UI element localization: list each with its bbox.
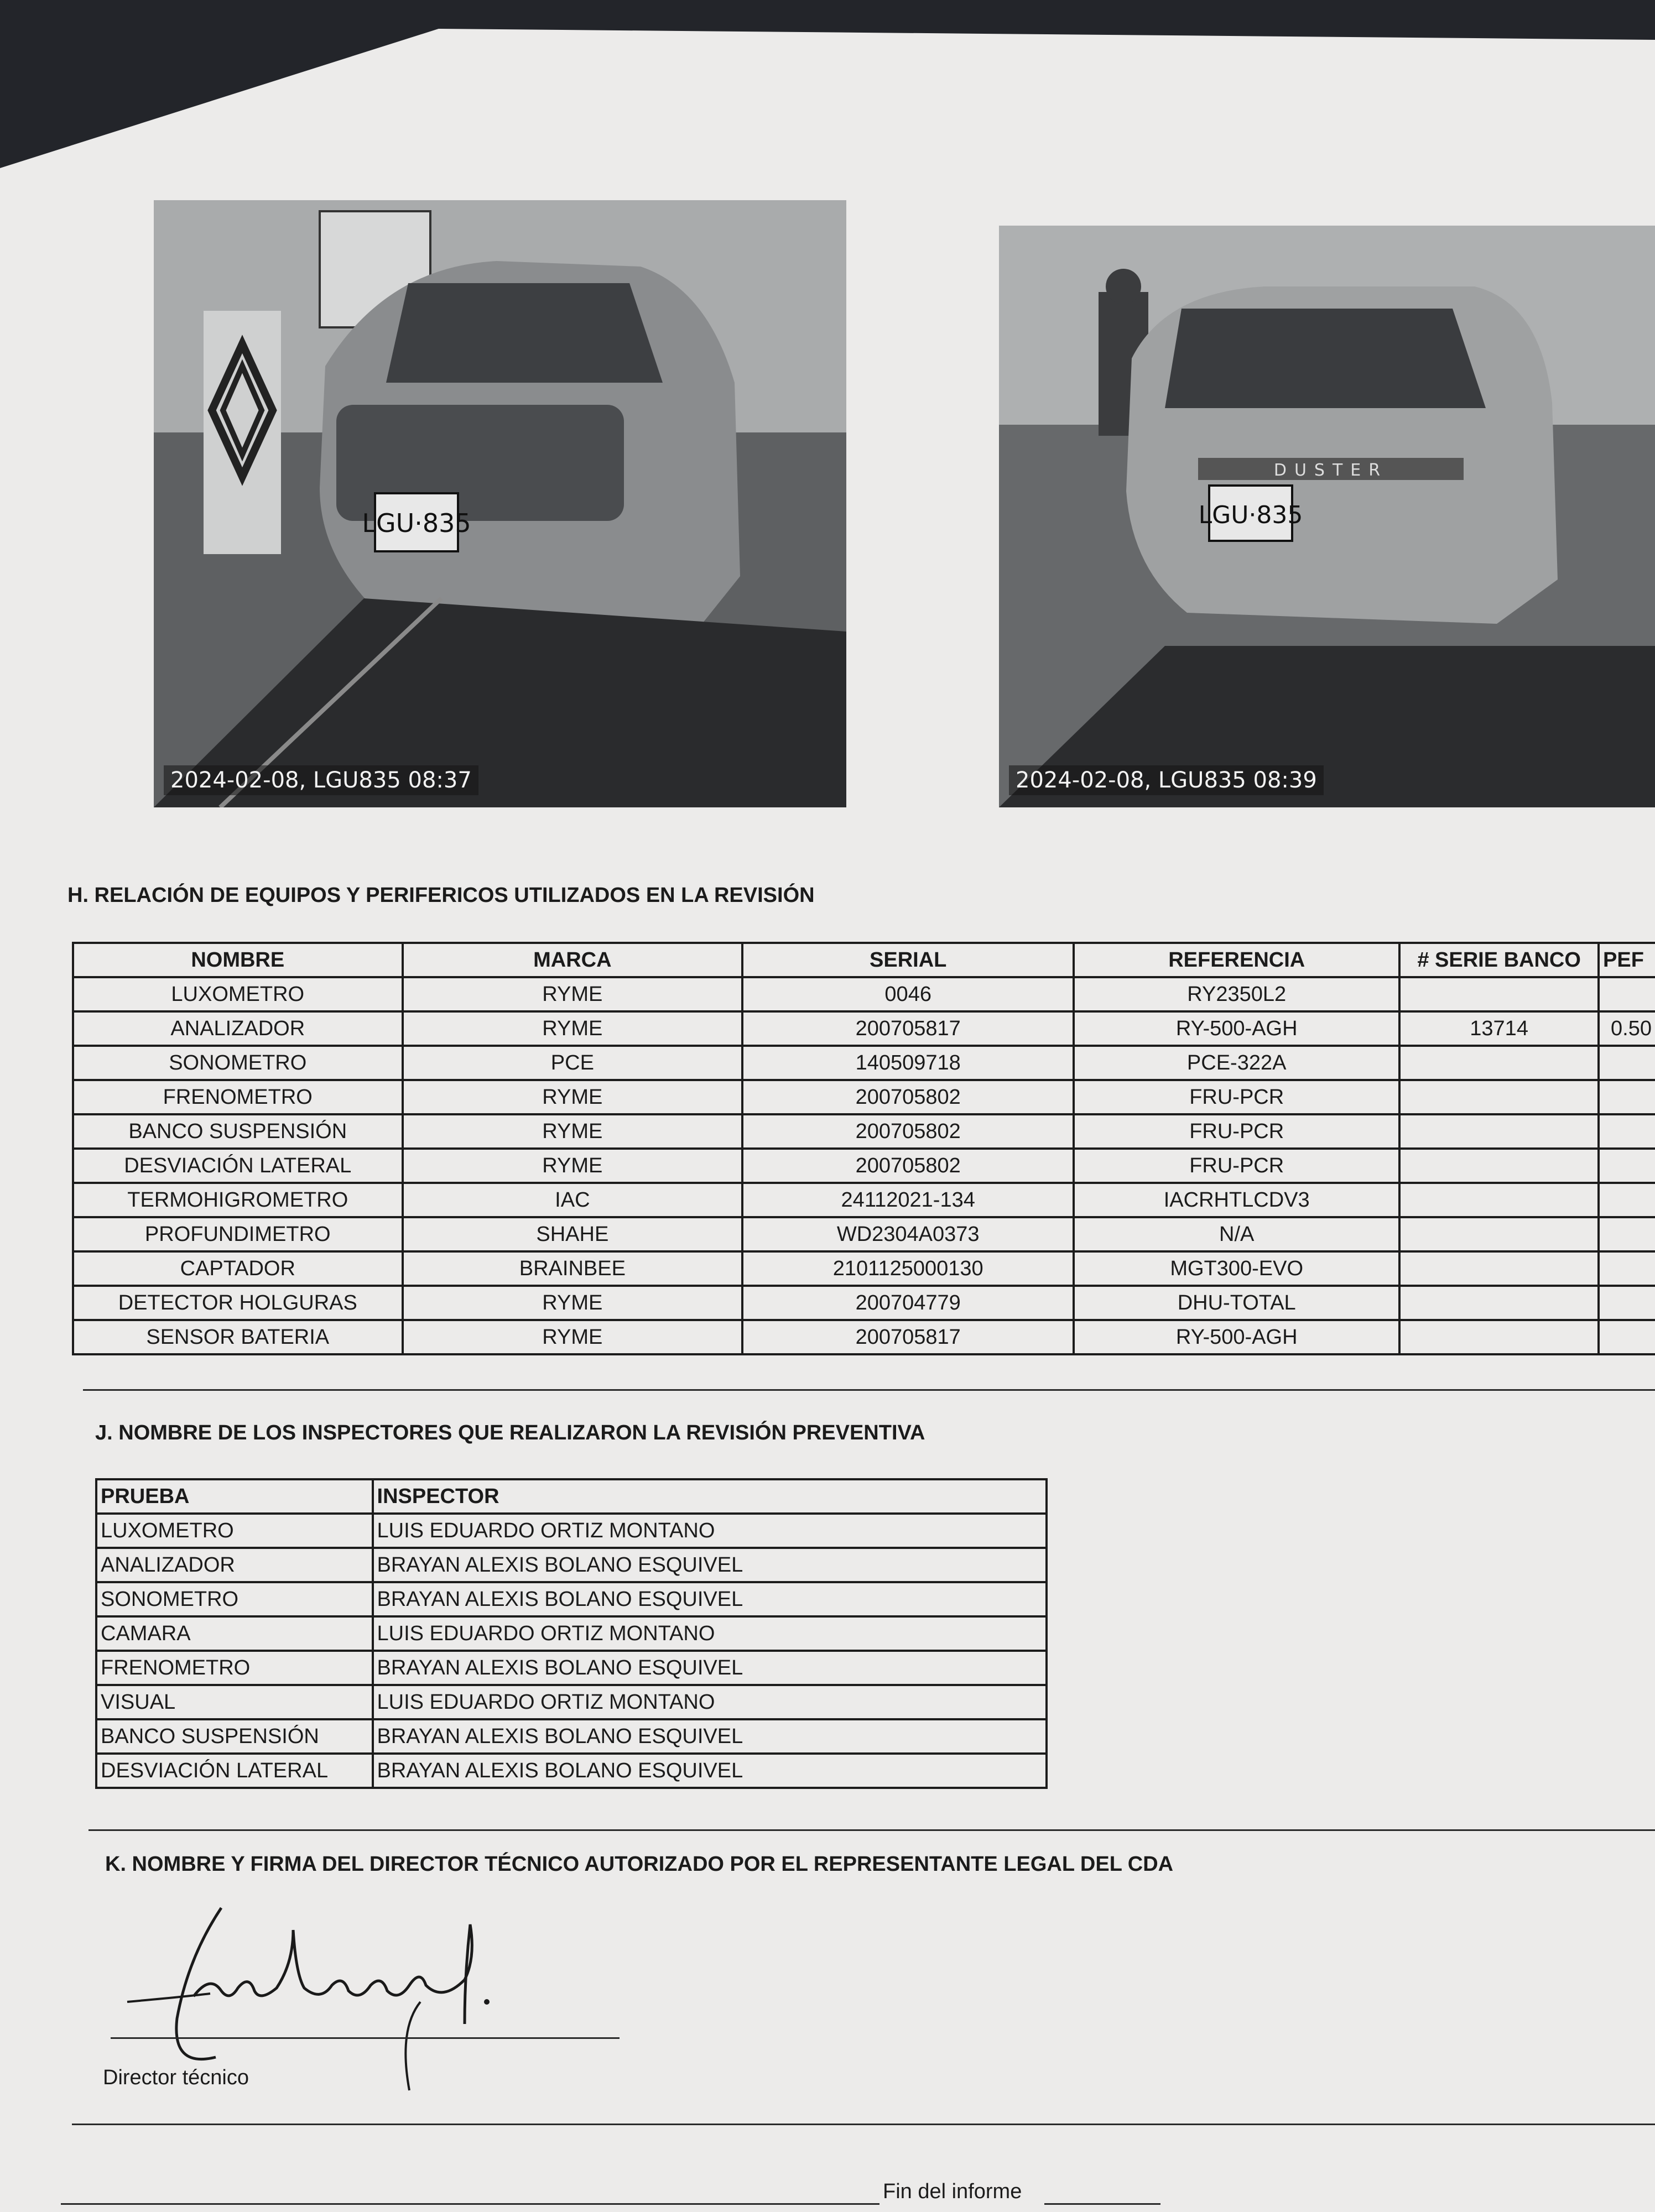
cell-serial: 2101125000130	[742, 1251, 1074, 1286]
cell-inspector: LUIS EDUARDO ORTIZ MONTANO	[373, 1616, 1047, 1651]
footer-line-right	[1044, 2203, 1160, 2205]
cell-serial: WD2304A0373	[742, 1217, 1074, 1251]
cell-inspector: LUIS EDUARDO ORTIZ MONTANO	[373, 1514, 1047, 1548]
section-k-title: K. NOMBRE Y FIRMA DEL DIRECTOR TÉCNICO AUTORIZADO POR EL REPRESENTANTE LEGAL DEL CDA	[105, 1853, 1174, 1876]
equipment-row	[73, 1320, 1655, 1354]
inspector-row	[96, 1616, 1047, 1651]
inspector-row	[96, 1514, 1047, 1548]
inspector-row	[96, 1754, 1047, 1788]
cell-marca: SHAHE	[403, 1217, 743, 1251]
cell-marca: RYME	[403, 1114, 743, 1149]
cell-pef	[1599, 977, 1655, 1011]
cell-serie-banco	[1399, 1114, 1599, 1149]
cell-prueba: LUXOMETRO	[96, 1514, 373, 1548]
cell-prueba: SONOMETRO	[96, 1582, 373, 1616]
equipment-row	[73, 1251, 1655, 1286]
vehicle-rear-photo	[999, 226, 1655, 807]
col-prueba: PRUEBA	[96, 1479, 373, 1514]
vehicle-rear-image	[999, 226, 1655, 807]
inspector-row	[96, 1719, 1047, 1754]
cell-serial: 0046	[742, 977, 1074, 1011]
cell-nombre: BANCO SUSPENSIÓN	[73, 1114, 403, 1149]
cell-referencia: RY2350L2	[1074, 977, 1399, 1011]
cell-serial: 200705817	[742, 1011, 1074, 1046]
equipment-row	[73, 1217, 1655, 1251]
cell-referencia: MGT300-EVO	[1074, 1251, 1399, 1286]
cell-inspector: BRAYAN ALEXIS BOLANO ESQUIVEL	[373, 1582, 1047, 1616]
cell-serie-banco	[1399, 1217, 1599, 1251]
cell-prueba: FRENOMETRO	[96, 1651, 373, 1685]
equipment-header-row	[73, 943, 1655, 977]
cell-referencia: RY-500-AGH	[1074, 1011, 1399, 1046]
cell-serie-banco	[1399, 1183, 1599, 1217]
col-nombre: NOMBRE	[73, 943, 403, 977]
cell-serie-banco	[1399, 1046, 1599, 1080]
cell-serial: 24112021-134	[742, 1183, 1074, 1217]
cell-referencia: FRU-PCR	[1074, 1149, 1399, 1183]
equipment-row	[73, 1046, 1655, 1080]
vehicle-front-photo	[154, 200, 846, 807]
equipment-row	[73, 1114, 1655, 1149]
cell-serial: 200705802	[742, 1080, 1074, 1114]
vehicle-front-image	[154, 200, 846, 807]
cell-pef	[1599, 1320, 1655, 1354]
equipment-row	[73, 1080, 1655, 1114]
cell-pef	[1599, 1251, 1655, 1286]
inspector-row	[96, 1582, 1047, 1616]
cell-serie-banco	[1399, 977, 1599, 1011]
cell-serie-banco	[1399, 1251, 1599, 1286]
cell-pef	[1599, 1183, 1655, 1217]
section-j-title: J. NOMBRE DE LOS INSPECTORES QUE REALIZARON LA REVISIÓN PREVENTIVA	[95, 1421, 925, 1444]
cell-pef	[1599, 1080, 1655, 1114]
section-h-title: H. RELACIÓN DE EQUIPOS Y PERIFERICOS UTILIZADOS EN LA REVISIÓN	[67, 884, 815, 907]
cell-prueba: DESVIACIÓN LATERAL	[96, 1754, 373, 1788]
divider-k	[72, 2124, 1655, 2125]
photo-timestamp-2: 2024-02-08, LGU835 08:39	[1009, 765, 1324, 795]
equipment-row	[73, 1011, 1655, 1046]
cell-prueba: ANALIZADOR	[96, 1548, 373, 1582]
cell-inspector: BRAYAN ALEXIS BOLANO ESQUIVEL	[373, 1719, 1047, 1754]
col-serial: SERIAL	[742, 943, 1074, 977]
cell-nombre: DESVIACIÓN LATERAL	[73, 1149, 403, 1183]
signature-line	[111, 2037, 620, 2039]
cell-serial: 200704779	[742, 1286, 1074, 1320]
equipment-row	[73, 977, 1655, 1011]
cell-serie-banco	[1399, 1149, 1599, 1183]
col-marca: MARCA	[403, 943, 743, 977]
equipment-row	[73, 1183, 1655, 1217]
cell-nombre: ANALIZADOR	[73, 1011, 403, 1046]
cell-serial: 200705817	[742, 1320, 1074, 1354]
equipment-row	[73, 1286, 1655, 1320]
cell-marca: RYME	[403, 1286, 743, 1320]
footer-line-left	[61, 2203, 879, 2205]
cell-nombre: DETECTOR HOLGURAS	[73, 1286, 403, 1320]
cell-referencia: N/A	[1074, 1217, 1399, 1251]
col-inspector: INSPECTOR	[373, 1479, 1047, 1514]
photo-timestamp-1: 2024-02-08, LGU835 08:37	[164, 765, 478, 795]
cell-marca: RYME	[403, 977, 743, 1011]
cell-referencia: FRU-PCR	[1074, 1080, 1399, 1114]
cell-pef	[1599, 1286, 1655, 1320]
cell-prueba: CAMARA	[96, 1616, 373, 1651]
cell-inspector: BRAYAN ALEXIS BOLANO ESQUIVEL	[373, 1754, 1047, 1788]
cell-marca: RYME	[403, 1320, 743, 1354]
cell-nombre: TERMOHIGROMETRO	[73, 1183, 403, 1217]
divider-j	[89, 1829, 1655, 1831]
cell-referencia: IACRHTLCDV3	[1074, 1183, 1399, 1217]
cell-pef	[1599, 1114, 1655, 1149]
cell-serie-banco	[1399, 1080, 1599, 1114]
cell-inspector: BRAYAN ALEXIS BOLANO ESQUIVEL	[373, 1651, 1047, 1685]
cell-nombre: SONOMETRO	[73, 1046, 403, 1080]
cell-marca: RYME	[403, 1011, 743, 1046]
col-serie-banco: # SERIE BANCO	[1399, 943, 1599, 977]
inspector-row	[96, 1685, 1047, 1719]
cell-serial: 200705802	[742, 1114, 1074, 1149]
col-referencia: REFERENCIA	[1074, 943, 1399, 977]
cell-referencia: FRU-PCR	[1074, 1114, 1399, 1149]
cell-prueba: VISUAL	[96, 1685, 373, 1719]
end-of-report: Fin del informe	[883, 2180, 1022, 2203]
divider-h	[83, 1389, 1655, 1391]
cell-inspector: BRAYAN ALEXIS BOLANO ESQUIVEL	[373, 1548, 1047, 1582]
inspectors-table	[95, 1478, 1048, 1789]
cell-marca: BRAINBEE	[403, 1251, 743, 1286]
cell-serie-banco	[1399, 1286, 1599, 1320]
cell-nombre: SENSOR BATERIA	[73, 1320, 403, 1354]
cell-marca: RYME	[403, 1080, 743, 1114]
cell-serial: 200705802	[742, 1149, 1074, 1183]
inspectors-header-row	[96, 1479, 1047, 1514]
cell-nombre: FRENOMETRO	[73, 1080, 403, 1114]
cell-referencia: DHU-TOTAL	[1074, 1286, 1399, 1320]
cell-nombre: LUXOMETRO	[73, 977, 403, 1011]
cell-marca: PCE	[403, 1046, 743, 1080]
cell-pef	[1599, 1149, 1655, 1183]
inspector-row	[96, 1548, 1047, 1582]
cell-referencia: RY-500-AGH	[1074, 1320, 1399, 1354]
inspector-row	[96, 1651, 1047, 1685]
cell-pef	[1599, 1046, 1655, 1080]
front-plate-text: LGU·835	[362, 508, 471, 538]
cell-pef: 0.50	[1599, 1011, 1655, 1046]
col-pef: PEF	[1599, 943, 1655, 977]
cell-marca: IAC	[403, 1183, 743, 1217]
rear-plate-text: LGU·835	[1198, 501, 1303, 529]
cell-serial: 140509718	[742, 1046, 1074, 1080]
signature-caption: Director técnico	[103, 2066, 249, 2089]
equipment-row	[73, 1149, 1655, 1183]
cell-referencia: PCE-322A	[1074, 1046, 1399, 1080]
cell-serie-banco: 13714	[1399, 1011, 1599, 1046]
equipment-table	[72, 942, 1655, 1355]
cell-serie-banco	[1399, 1320, 1599, 1354]
cell-marca: RYME	[403, 1149, 743, 1183]
rear-badge-text: DUSTER	[1273, 461, 1388, 480]
cell-prueba: BANCO SUSPENSIÓN	[96, 1719, 373, 1754]
cell-pef	[1599, 1217, 1655, 1251]
cell-inspector: LUIS EDUARDO ORTIZ MONTANO	[373, 1685, 1047, 1719]
cell-nombre: PROFUNDIMETRO	[73, 1217, 403, 1251]
cell-nombre: CAPTADOR	[73, 1251, 403, 1286]
